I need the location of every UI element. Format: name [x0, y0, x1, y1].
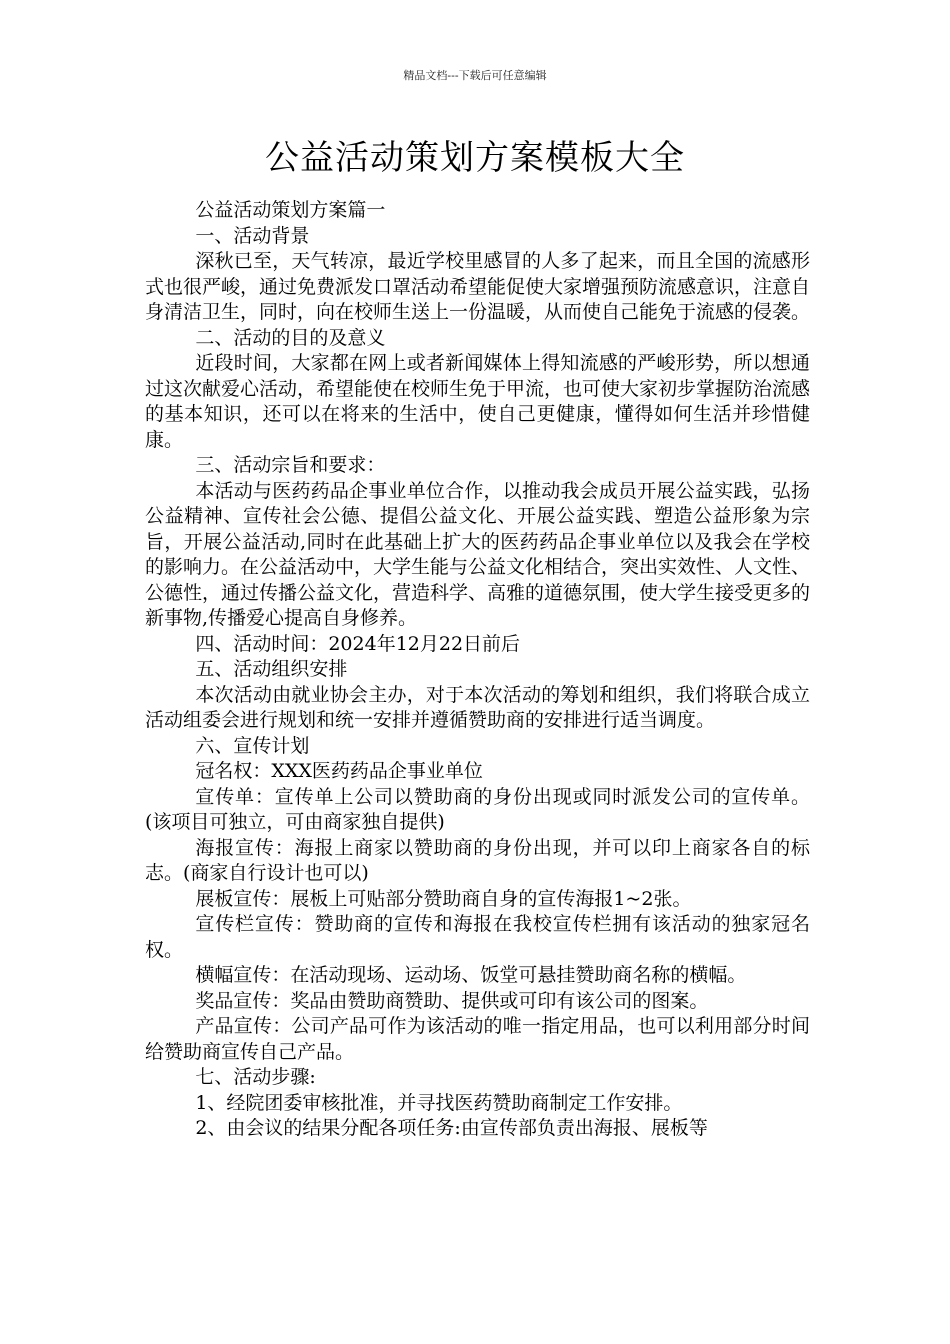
paragraph: 横幅宣传：在活动现场、运动场、饭堂可悬挂赞助商名称的横幅。 [195, 964, 747, 986]
paragraph: 2、由会议的结果分配各项任务:由宣传部负责出海报、展板等 [195, 1117, 708, 1139]
paragraph: 本活动与医药药品企事业单位合作，以推动我会成员开展公益实践，弘扬公益精神、宣传社会公德、提倡公益文化、开展公益实践、塑造公益形象为宗旨，开展公益活动,同时在此基础上扩大的医药药品企事业单位以及我会在学校的影响力。在公益活动中，大学生能与公益文化相结合，突出实效性、人文性、公德性，通过传播公益文化，营造科学、高雅的道德氛围，使大学生接受更多的新事物,传播爱心提高自身修养。 [145, 479, 811, 629]
document-title: 公益活动策划方案模板大全 [265, 138, 685, 178]
paragraph: 1、经院团委审核批准，并寻找医药赞助商制定工作安排。 [195, 1091, 683, 1114]
paragraph: 海报宣传：海报上商家以赞助商的身份出现，并可以印上商家各自的标志。(商家自行设计也可以) [145, 836, 810, 884]
section-heading: 二、活动的目的及意义 [195, 326, 386, 349]
page-header-note: 精品文档---下载后可任意编辑 [403, 69, 547, 82]
paragraph: 产品宣传：公司产品可作为该活动的唯一指定用品，也可以利用部分时间给赞助商宣传自己产品。 [145, 1015, 810, 1063]
section-heading: 三、活动宗旨和要求： [195, 454, 386, 476]
paragraph: 宣传单：宣传单上公司以赞助商的身份出现或同时派发公司的宣传单。(该项目可独立，可由商家独自提供) [145, 785, 810, 833]
section-heading: 公益活动策划方案篇一 [195, 199, 386, 221]
paragraph: 展板宣传：展板上可贴部分赞助商自身的宣传海报1~2张。 [195, 887, 692, 910]
section-heading: 一、活动背景 [195, 224, 310, 247]
section-heading: 七、活动步骤: [195, 1066, 316, 1088]
section-heading: 四、活动时间：2024年12月22日前后 [195, 632, 521, 655]
paragraph: 宣传栏宣传：赞助商的宣传和海报在我校宣传栏拥有该活动的独家冠名权。 [145, 913, 810, 961]
section-heading: 五、活动组织安排 [195, 658, 348, 680]
paragraph: 奖品宣传：奖品由赞助商赞助、提供或可印有该公司的图案。 [195, 989, 709, 1012]
document-body [145, 198, 810, 1142]
paragraph: 本次活动由就业协会主办，对于本次活动的筹划和组织，我们将联合成立活动组委会进行规划和统一安排并遵循赞助商的安排进行适当调度。 [145, 683, 810, 731]
paragraph: 近段时间，大家都在网上或者新闻媒体上得知流感的严峻形势，所以想通过这次献爱心活动，希望能使在校师生免于甲流，也可使大家初步掌握防治流感的基本知识，还可以在将来的生活中，使自己更健康，懂得如何生活并珍惜健康。 [145, 352, 811, 451]
section-heading: 六、宣传计划 [195, 734, 310, 757]
paragraph: 冠名权：XXX医药药品企事业单位 [195, 760, 483, 782]
paragraph: 深秋已至，天气转凉，最近学校里感冒的人多了起来，而且全国的流感形式也很严峻，通过免费派发口罩活动希望能促使大家增强预防流感意识，注意自身清洁卫生，同时，向在校师生送上一份温暖，从而使自己能免于流感的侵袭。 [145, 250, 811, 323]
